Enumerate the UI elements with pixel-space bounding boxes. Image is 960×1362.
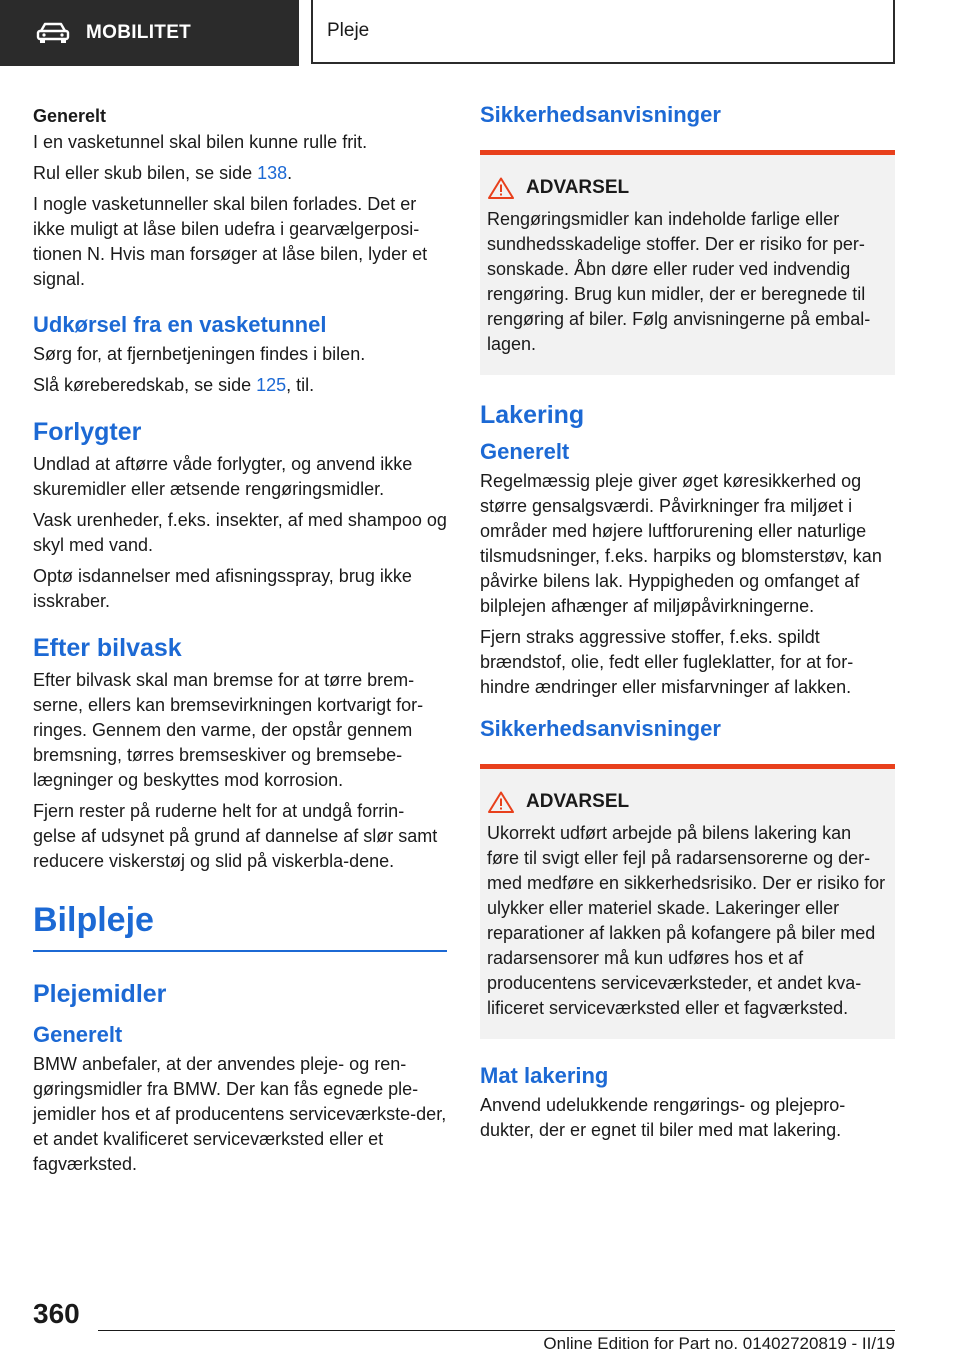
- right-column: [480, 100, 895, 1149]
- warning-label: ADVARSEL: [526, 791, 630, 812]
- paragraph-with-link: Rul eller skub bilen, se side 138.: [33, 163, 293, 183]
- heading-plejemidler: Plejemidler: [33, 980, 167, 1008]
- paragraph: Optø isdannelser med afisningsspray, brug ikke isskraber.: [33, 566, 412, 611]
- warning-box-1: [480, 150, 895, 375]
- heading-lakering: Lakering: [480, 401, 585, 429]
- page-link-125[interactable]: 125: [256, 375, 287, 395]
- heading-udkorsel: Udkørsel fra en vasketunnel: [33, 312, 327, 337]
- heading-sikkerhed-2: Sikkerhedsanvisninger: [480, 716, 721, 741]
- paragraph: Undlad at aftørre våde forlygter, og anvend ikke skuremidler eller ætsende rengøringsmidler.: [33, 454, 413, 499]
- heading-forlygter: Forlygter: [33, 418, 142, 446]
- paragraph: Fjern rester på ruderne helt for at undgå forrin-gelse af udsynet på grund af dannelse af slør samt reducere viskerstøj og slid på viskerbla-dene.: [33, 801, 438, 871]
- left-column: [33, 100, 447, 1183]
- footer-edition: Online Edition for Part no. 01402720819 - II/19: [543, 1334, 895, 1353]
- paragraph: Regelmæssig pleje giver øget køresikkerhed og større gensalgsværdi. Påvirkninger fra miljøet i områder med højere luftforurening eller naturlige tilsmudsninger, f.eks. harpiks og blomsterstøv, kan påvirke bilens lak. Hyppigheden og omfanget af bilplejen afhænger af miljøpåvirkningerne.: [480, 471, 882, 616]
- warning-text: Rengøringsmidler kan indeholde farlige eller sundhedsskadelige stoffer. Der er risiko for per-sonskade. Åbn døre eller ruder ved indvendig rengøring. Brug kun midler, der er beregnede til rengøring af biler. Følg anvisningerne på embal-lagen.: [487, 209, 871, 354]
- paragraph: I en vasketunnel skal bilen kunne rulle frit.: [33, 132, 368, 152]
- footer-divider: [98, 1330, 895, 1331]
- header-chapter-label: Pleje: [327, 20, 370, 41]
- paragraph-with-link: Slå køreberedskab, se side 125, til.: [33, 375, 315, 395]
- header-section-label: MOBILITET: [86, 22, 192, 43]
- paragraph: I nogle vasketunneller skal bilen forlades. Det er ikke muligt at låse bilen udefra i gearvælgerposi-tionen N. Hvis man forsøger at låse bilen, lyder et signal.: [33, 194, 428, 289]
- warning-text: Ukorrekt udført arbejde på bilens lakering kan føre til svigt eller fejl på radarsensorerne og der-med medføre en sikkerhedsrisiko. Der er risiko for ulykker eller materiel skade. Lakeringer eller reparationer af lakken på kofangere på biler med radarsensorer må kun udføres hos et af producentens serviceværksteder, et andet kva-lificeret serviceværksted eller et fagværksted.: [487, 823, 886, 1018]
- warning-label: ADVARSEL: [526, 177, 630, 198]
- page-number: 360: [33, 1298, 80, 1329]
- heading-efter-bilvask: Efter bilvask: [33, 634, 182, 662]
- heading-sikkerhed-1: Sikkerhedsanvisninger: [480, 102, 721, 127]
- paragraph: Efter bilvask skal man bremse for at tørre brem-serne, ellers kan bremsevirkningen kortvarigt for-ringes. Gennem den varme, der opstår gennem bremsning, tørres bremseskiver og bremsebe-lægninger og beskyttes mod korrosion.: [33, 670, 424, 790]
- car-icon: [36, 22, 70, 44]
- paragraph: Sørg for, at fjernbetjeningen findes i bilen.: [33, 344, 366, 364]
- paragraph: Fjern straks aggressive stoffer, f.eks. spildt brændstof, olie, fedt eller fugleklatter, for at for-hindre ændringer eller misfarvninger af lakken.: [480, 627, 854, 697]
- warning-triangle-icon: [488, 177, 514, 199]
- header-section-tab: [0, 0, 299, 66]
- paragraph: BMW anbefaler, at der anvendes pleje- og ren-gøringsmidler fra BMW. Der kan fås egnede ple-jemidler hos et af producentens serviceværkste-der, et andet kvalificeret serviceværksted eller et fagværksted.: [33, 1054, 447, 1174]
- page-link-138[interactable]: 138: [257, 163, 288, 183]
- heading-generelt-2: Generelt: [33, 1022, 123, 1047]
- header-chapter-tab: [311, 0, 895, 64]
- chapter-title-bilpleje: Bilpleje: [33, 898, 447, 952]
- paragraph: Anvend udelukkende rengørings- og plejepro-dukter, der er egnet til biler med mat lakering.: [480, 1095, 846, 1140]
- paragraph: Vask urenheder, f.eks. insekter, af med shampoo og skyl med vand.: [33, 510, 447, 555]
- warning-box-2: [480, 764, 895, 1039]
- heading-mat-lakering: Mat lakering: [480, 1063, 609, 1088]
- heading-generelt: Generelt: [33, 106, 107, 126]
- warning-triangle-icon: [488, 791, 514, 813]
- heading-generelt-3: Generelt: [480, 439, 570, 464]
